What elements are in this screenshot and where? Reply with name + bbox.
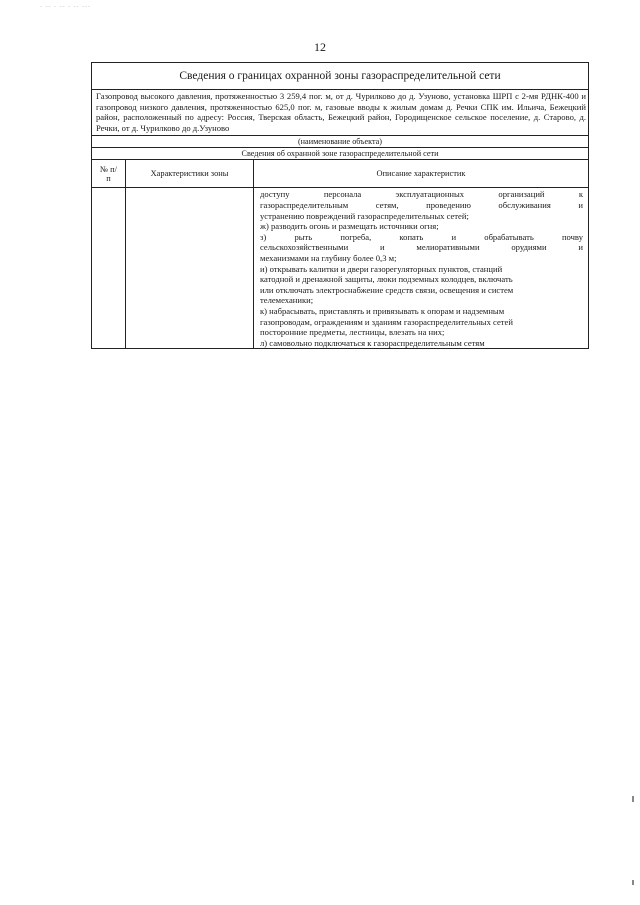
row-description-cell	[254, 188, 588, 348]
column-header-description: Описание характеристик	[376, 169, 466, 179]
description-line	[260, 242, 583, 253]
description-word: сельскохозяйственными	[260, 242, 349, 253]
description-line: газопроводам, ограждениям и зданиям газораспределительных сетей	[260, 316, 513, 327]
table-row	[92, 188, 588, 348]
description-word: з)	[260, 231, 267, 242]
object-description: Газопровод высокого давления, протяженностью 3 259,4 пог. м, от д. Чурилково до д. Узуново, установка ШРП с 2-мя РДНК-400 и газопровод низкого давления, протяженностью 625,0 пог. м, газовые вводы к жилым домам д. Речки СПК им. Ильича, Бежецкий район, расположенный по адресу: Россия, Тверская область, Бежецкий район, Городищенское сельское поселение, д. Старово, д. Речки, от д. Чурилково до д.Узуново	[92, 90, 588, 136]
description-line	[260, 200, 583, 211]
description-word: орудиями	[511, 242, 547, 253]
description-word: копать	[399, 231, 424, 242]
row-number-cell	[92, 188, 126, 348]
description-word: доступу	[260, 189, 290, 200]
description-line: ж) разводить огонь и размещать источники огня;	[260, 221, 439, 232]
description-word: организаций	[498, 189, 545, 200]
zone-info-heading: Сведения об охранной зоне газораспределительной сети	[92, 148, 588, 160]
description-word: и	[578, 199, 583, 210]
description-word: персонала	[323, 189, 362, 200]
object-caption: (наименование объекта)	[92, 136, 588, 148]
protection-zone-table	[91, 62, 589, 349]
description-word: мелиоративными	[416, 242, 480, 253]
row-characteristics-cell	[126, 188, 254, 348]
description-text	[254, 188, 588, 348]
scan-edge-mark	[632, 880, 634, 885]
description-line: л) самовольно подключаться к газораспределительным сетям	[260, 337, 485, 348]
description-word: и	[451, 231, 457, 242]
table-header-row	[92, 160, 588, 188]
description-line: механизмами на глубину более 0,3 м;	[260, 252, 397, 263]
description-line: и) открывать калитки и двери газорегуляторных пунктов, станций	[260, 263, 503, 274]
description-word: почву	[561, 231, 583, 242]
column-header-number: № п/п	[92, 160, 126, 187]
scan-edge-mark	[632, 796, 634, 802]
description-line: к) набрасывать, приставлять и привязывать к опорам и надземным	[260, 305, 505, 316]
description-line	[260, 189, 583, 200]
description-word: газораспределительным	[260, 199, 349, 210]
description-word: к	[578, 189, 583, 200]
scan-corner-mark: - -- - -- - -- ---	[40, 4, 91, 10]
description-line: или отключать электроснабжение средств связи, освещения и систем	[260, 284, 514, 295]
description-line: телемеханики;	[260, 295, 314, 306]
description-word: рыть	[294, 231, 313, 242]
description-word: погреба,	[340, 231, 372, 242]
description-line: устранению повреждений газораспределительных сетей;	[260, 210, 469, 221]
description-word: проведению	[426, 199, 471, 210]
description-line: посторонние предметы, лестницы, влезать на них;	[260, 327, 445, 338]
description-word: и	[380, 242, 385, 253]
description-word: сетям,	[375, 199, 399, 210]
description-word: обрабатывать	[484, 231, 534, 242]
page-number: 12	[314, 40, 326, 54]
description-line	[260, 232, 583, 243]
description-word: эксплуатационных	[395, 189, 465, 200]
description-word: обслуживания	[498, 199, 551, 210]
column-header-characteristics: Характеристики зоны	[126, 160, 254, 187]
table-title: Сведения о границах охранной зоны газораспределительной сети	[92, 63, 588, 90]
description-line: катодной и дренажной защиты, люки подземных колодцев, включать	[260, 274, 513, 285]
description-word: и	[578, 242, 583, 253]
